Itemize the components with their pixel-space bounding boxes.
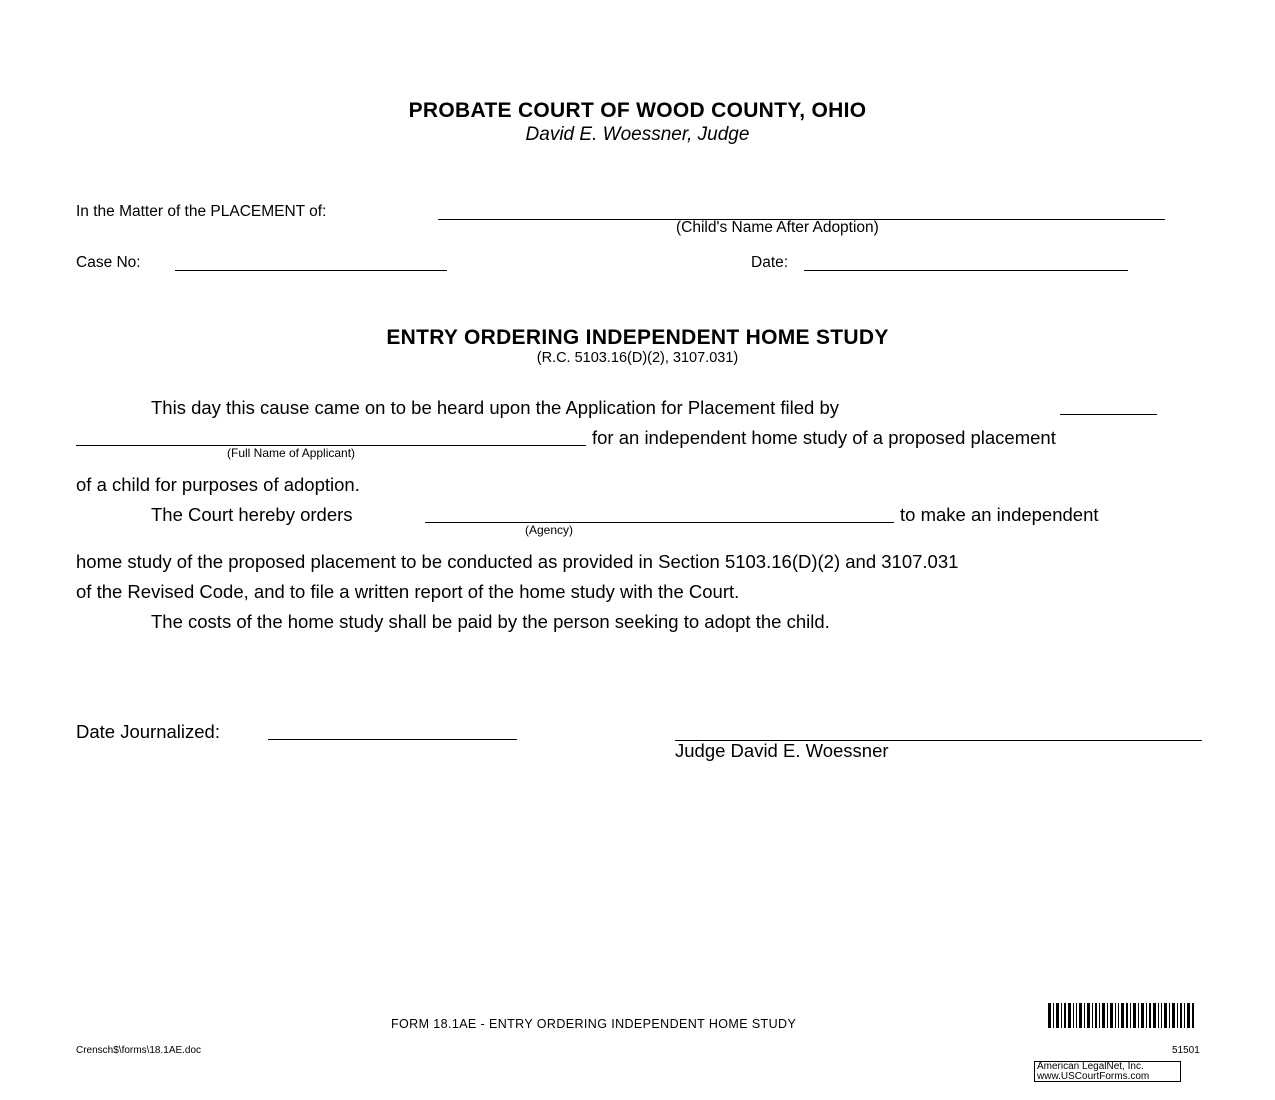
date-journalized-field[interactable] <box>268 739 517 740</box>
date-label: Date: <box>751 254 789 271</box>
paragraph-2-continuation: to make an independent <box>900 504 1099 525</box>
case-number-label: Case No: <box>76 254 141 271</box>
child-name-hint: (Child's Name After Adoption) <box>676 219 879 236</box>
barcode-icon <box>1048 1003 1194 1028</box>
paragraph-2-line-3: of the Revised Code, and to file a written report of the home study with the Court. <box>76 581 740 602</box>
entry-citation: (R.C. 5103.16(D)(2), 3107.031) <box>536 350 739 366</box>
vendor-url: www.USCourtForms.com <box>1037 1071 1150 1082</box>
date-journalized-label: Date Journalized: <box>76 721 220 742</box>
paragraph-1-continuation: for an independent home study of a proposed placement <box>592 427 1056 448</box>
date-field[interactable] <box>804 270 1128 271</box>
judge-name: Judge David E. Woessner <box>675 740 889 761</box>
matter-label: In the Matter of the PLACEMENT of: <box>76 203 327 220</box>
entry-title: ENTRY ORDERING INDEPENDENT HOME STUDY <box>386 326 889 349</box>
paragraph-1-lead: This day this cause came on to be heard upon the Application for Placement filed by <box>151 397 839 418</box>
judge-subtitle: David E. Woessner, Judge <box>525 124 750 145</box>
footer-file-path: Crensch$\forms\18.1AE.doc <box>76 1045 202 1056</box>
agency-field[interactable] <box>425 522 894 523</box>
applicant-hint: (Full Name of Applicant) <box>227 446 356 460</box>
paragraph-1-end: of a child for purposes of adoption. <box>76 474 360 495</box>
paragraph-2-line-2: home study of the proposed placement to be conducted as provided in Section 5103.16(D)(2) and 3107.031 <box>76 551 959 572</box>
court-title: PROBATE COURT OF WOOD COUNTY, OHIO <box>408 99 867 122</box>
case-number-field[interactable] <box>175 270 447 271</box>
paragraph-3: The costs of the home study shall be paid by the person seeking to adopt the child. <box>151 611 830 632</box>
footer-form-code: 51501 <box>1172 1045 1200 1056</box>
agency-hint: (Agency) <box>525 523 574 537</box>
vendor-name: American LegalNet, Inc. <box>1037 1061 1144 1072</box>
footer-form-title: FORM 18.1AE - ENTRY ORDERING INDEPENDENT HOME STUDY <box>391 1017 797 1031</box>
vendor-stamp <box>1034 1061 1181 1082</box>
applicant-field-start[interactable] <box>1060 414 1157 415</box>
paragraph-2-lead: The Court hereby orders <box>151 504 353 525</box>
